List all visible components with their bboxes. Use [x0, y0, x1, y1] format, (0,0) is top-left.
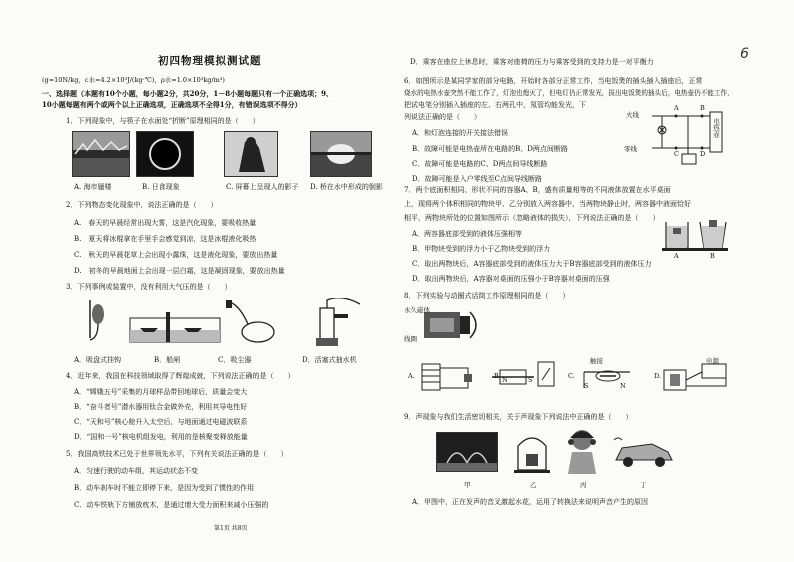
q6-stem-line2: 烧水的电热水壶突然不能工作了，灯泡也熄灭了，但电灯仍正常发光，拔出电饭煲的插头后，电热壶仍不能工作， [404, 89, 734, 97]
q2-option-c[interactable]: C. 秋天的早晨花草上会出现小露珠，这是液化现象，要放出热量 [74, 251, 278, 259]
q4-option-b[interactable]: B．“奋斗者号”潜水器用钛合金做外壳，利用其导电性好 [74, 403, 248, 411]
q1-image-bridge [310, 131, 372, 177]
q4-option-c[interactable]: C．“天和号”核心舱升入太空后，与地面通过电磁波联系 [74, 418, 248, 426]
q5-option-d[interactable]: D．乘客在座位上休息时，乘客对座椅的压力与乘客受到的支持力是一对平衡力 [410, 58, 654, 66]
q5-stem: 5．我国高铁技术已处于世界领先水平，下列有关说法正确的是（ ） [66, 450, 288, 458]
q7-stem-line1: 7．两个底面积相同、形状不同的容器A、B，盛有质量相等的不同液体放置在水平桌面 [404, 186, 671, 194]
q6-stem-line4: 列说法正确的是（ ） [404, 113, 481, 121]
section1-line2: 10小题每题有两个或两个以上正确选项，正确选项不全得1分，有错误选项不得分） [42, 100, 302, 109]
eclipse-illustration [137, 132, 193, 176]
q8-label-magnet: 永久磁体 [404, 306, 430, 314]
q8-pole-n-b: N [502, 376, 508, 384]
q1-stem: 1．下列现象中，与筷子在水面处“折断”原理相同的是（ ） [66, 117, 260, 125]
q6-option-d[interactable]: D．故障可能是入户零线至C点间导线断路 [412, 175, 542, 183]
q6-label-d: D [700, 150, 706, 158]
q7-label-b: B [710, 252, 715, 260]
q6-label-a: A [674, 104, 679, 112]
q8-label-power: 电源 [706, 357, 719, 365]
q9-caption-ding: 丁 [640, 481, 647, 489]
constants-line: (g=10N/kg，c水=4.2×10³J/(kg·℃)，ρ水=1.0×10³kg/m³) [42, 76, 225, 84]
q8-pole-s-c: S [584, 382, 589, 390]
q1-option-d[interactable]: D. 桥在水中形成的倒影 [310, 183, 383, 191]
q3-option-c[interactable]: C．吸尘器 [218, 356, 252, 364]
q3-stem: 3．下列事例或装置中，没有利用大气压的是（ ） [66, 283, 232, 291]
q3-figures [80, 298, 380, 352]
q4-option-d[interactable]: D．“国和一号”核电机组发电，利用的是核聚变释放能量 [74, 433, 248, 441]
tuning-fork-water-illustration [437, 433, 497, 471]
q3-option-a[interactable]: A．吸盘式挂钩 [74, 356, 122, 364]
q6-option-a[interactable]: A．和灯泡连接的开关接法错误 [412, 129, 509, 137]
q8-pole-s-b: S [528, 376, 533, 384]
q5-option-c[interactable]: C．动车铁轨下方铺放枕木，是通过增大受力面积来减小压强的 [74, 501, 269, 509]
q9-stem: 9．声现象与我们生活密切相关，关于声现象下列说法中正确的是（ ） [404, 413, 633, 421]
q3-option-b[interactable]: B．船闸 [154, 356, 181, 364]
q8-label-contact: 触接 [590, 357, 603, 365]
q7-stem-line2: 上，现将两个体积相同的物块甲、乙分别放入两容器中，当两物块静止时，两容器中液面恰好 [404, 200, 691, 208]
q3-option-d[interactable]: D．活塞式抽水机 [302, 356, 357, 364]
page-footer: 第1页 共8页 [214, 525, 248, 532]
q6-label-kettle: 电热壶 [712, 118, 720, 138]
bridge-reflection-illustration [311, 132, 371, 176]
q7-option-b[interactable]: B．甲物块受到的浮力小于乙物块受到的浮力 [412, 245, 551, 253]
q8-fig-a [422, 364, 472, 390]
section1-line1: 一、选择题（本题有10个小题，每小题2分，共20分，1－8小题每题只有一个正确选项；9、 [42, 89, 333, 98]
q6-label-zero-wire: 零线 [624, 145, 637, 153]
q6-label-b: B [700, 104, 705, 112]
q6-label-c: C [674, 150, 679, 158]
q4-stem: 4．近年来，我国在科技领域取得了辉煌成就，下列说法正确的是（ ） [66, 372, 295, 380]
q9-caption-bing: 丙 [580, 481, 587, 489]
q8-option-a[interactable]: A. [408, 372, 415, 380]
q6-option-c[interactable]: C．故障可能是电路的C、D两点间导线断路 [412, 160, 548, 168]
q1-image-eclipse [136, 131, 194, 177]
page-title: 初四物理模拟测试题 [158, 55, 262, 67]
q8-option-d[interactable]: D. [654, 372, 662, 380]
q9-car-figure [612, 430, 676, 474]
q1-option-a[interactable]: A. 海市蜃楼 [74, 183, 112, 191]
q6-option-b[interactable]: B．故障可能是电热壶所在电路的B、D两点间断路 [412, 145, 568, 153]
q9-caption-yi: 乙 [530, 481, 537, 489]
q9-caption-jia: 甲 [464, 481, 471, 489]
q2-stem: 2．下列物态变化现象中，说法正确的是（ ） [66, 201, 218, 209]
q8-option-c[interactable]: C. [568, 372, 575, 380]
q9-option-a[interactable]: A．甲图中，正在发声的音叉激起水花，运用了转换法来说明声音产生的原因 [412, 498, 649, 506]
q7-stem-line3: 相平，两物块所处的位置如图所示（忽略液体的损失），下列说法正确的是（ ） [404, 214, 660, 222]
vacuum-cleaner-figure [226, 300, 274, 342]
q6-label-fire-wire: 火线 [626, 111, 639, 119]
q5-option-a[interactable]: A．匀速行驶的动车组，其运动状态不变 [74, 467, 199, 475]
q8-fig-d [664, 364, 726, 390]
q2-option-a[interactable]: A. 春天的早晨经常出现大雾，这是汽化现象，要吸收热量 [74, 219, 257, 227]
suction-hook-figure [90, 300, 104, 340]
q6-stem-line3: 把试电笔分别插入插座的左、右两孔中，氖管均能发光，下 [404, 101, 586, 109]
q7-option-a[interactable]: A．两容器底部受到的液体压强相等 [412, 230, 523, 238]
ship-lock-figure [130, 312, 220, 342]
corner-handwriting-mark: 6 [740, 46, 749, 62]
shadow-illustration [225, 132, 277, 176]
mirage-illustration [73, 132, 129, 176]
q8-microphone-figure [420, 304, 490, 348]
q2-option-d[interactable]: D. 初冬的早晨地面上会出现一层白霜，这是凝固现象，要放出热量 [74, 267, 285, 275]
q7-containers-figure [660, 212, 730, 252]
q1-option-c[interactable]: C. 屏幕上呈现人的影子 [226, 183, 299, 191]
q9-girl-covering-ears-figure [560, 426, 604, 476]
q8-label-coil: 线圈 [404, 335, 417, 343]
q4-option-a[interactable]: A．“嫦娥五号”采集的月球样品带回地球后，质量会变大 [74, 388, 248, 396]
q8-stem: 8．下列实验与动圈式话筒工作原理相同的是（ ） [404, 292, 570, 300]
q7-label-a: A [674, 252, 679, 260]
q5-option-b[interactable]: B．动车刹车时不能立即停下来，是因为受到了惯性的作用 [74, 484, 255, 492]
q8-option-b[interactable]: B. [494, 372, 501, 380]
q7-option-c[interactable]: C．取出两物块后，A容器底部受到的液体压力大于B容器底部受到的液体压力 [412, 260, 652, 268]
q1-option-b[interactable]: B. 日食现象 [142, 183, 180, 191]
q9-bell-jar-figure [510, 430, 554, 474]
q8-pole-n-c: N [620, 382, 626, 390]
q2-option-b[interactable]: B. 夏天将冰棍拿在手里手会感觉到凉，这是冰棍液化吸热 [74, 235, 257, 243]
piston-pump-figure [316, 298, 360, 346]
q6-stem-line1: 6．如图所示是某同学家的部分电路，开始时各部分正常工作，当电饭煲的插头插入插座后，正常 [404, 77, 703, 85]
q9-image-tuning-fork [436, 432, 498, 472]
q1-image-shadow [224, 131, 278, 177]
q7-option-d[interactable]: D．取出两物块后，A容器对桌面的压强小于B容器对桌面的压强 [412, 275, 610, 283]
q1-image-mirage [72, 131, 130, 177]
